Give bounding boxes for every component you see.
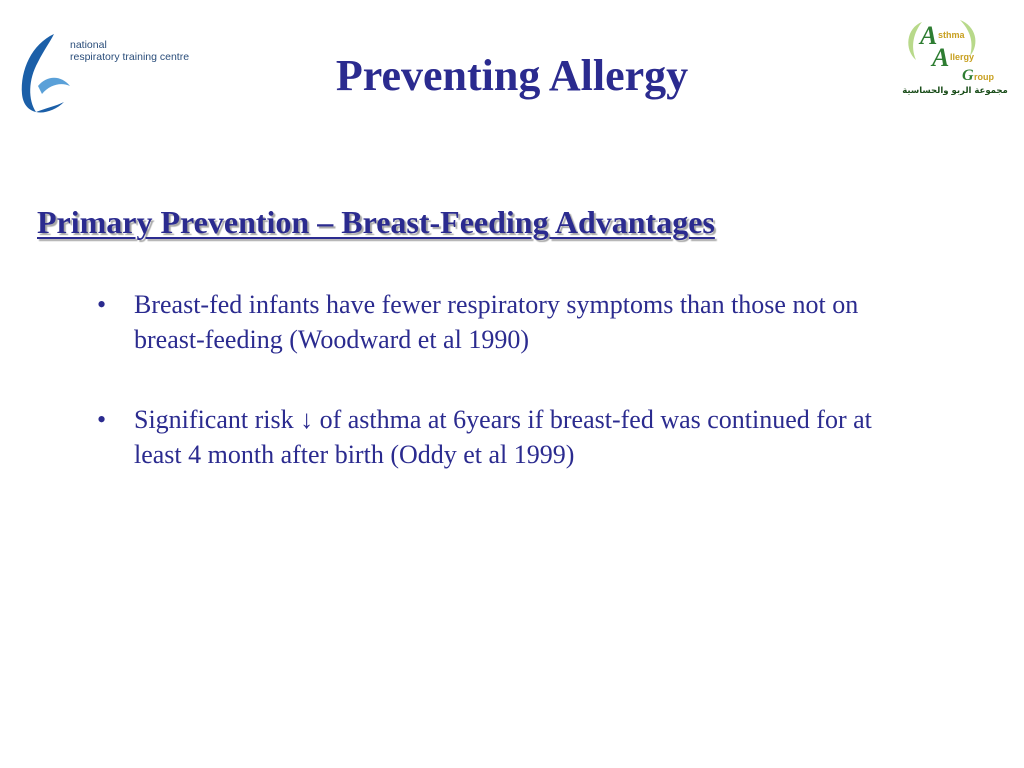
bullet-dot-icon: • bbox=[97, 290, 107, 319]
aag-word-3: roup bbox=[974, 72, 994, 82]
aag-letter-a1: A bbox=[920, 21, 938, 50]
nrtc-logo-line2: respiratory training centre bbox=[70, 51, 190, 63]
aag-letter-g: G bbox=[962, 67, 974, 84]
aag-arabic-text: مجموعة الربو والحساسية bbox=[902, 86, 1008, 96]
bullet-text: Significant risk ↓ of asthma at 6years if breast-fed was continued for at least 4 month after birth (Oddy et al 1999) bbox=[134, 405, 872, 469]
nrtc-logo-line1: national bbox=[70, 39, 107, 51]
aag-letter-a2: A bbox=[932, 43, 950, 72]
bullet-item bbox=[97, 287, 897, 357]
bullet-list bbox=[97, 287, 897, 517]
slide-title: Preventing Allergy bbox=[335, 51, 689, 100]
bullet-item bbox=[97, 402, 897, 472]
aag-word-2: llergy bbox=[950, 52, 975, 62]
bullet-dot-icon: • bbox=[97, 405, 107, 434]
slide-subtitle: Primary Prevention – Breast-Feeding Advantages bbox=[37, 204, 715, 240]
aag-word-1: sthma bbox=[938, 30, 965, 40]
bullet-text: Breast-fed infants have fewer respiratory symptoms than those not on breast-feeding (Woodward et al 1990) bbox=[134, 290, 859, 354]
